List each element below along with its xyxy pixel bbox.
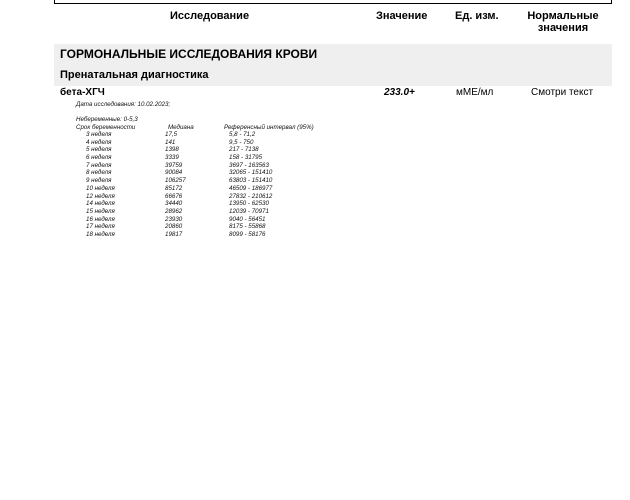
- week-cell: 15 неделя: [86, 207, 115, 215]
- range-cell: 27832 - 210612: [229, 192, 273, 200]
- median-cell: 1398: [165, 146, 179, 154]
- col-median-header: Медиана: [168, 124, 194, 131]
- header-value: Значение: [376, 10, 428, 22]
- range-cell: 8099 - 58176: [229, 230, 266, 238]
- range-cell: 5,8 - 71,2: [229, 131, 256, 138]
- result-norm: Смотри текст: [531, 87, 594, 98]
- table-row: [0, 131, 630, 139]
- section-hormonal-tests: ГОРМОНАЛЬНЫЕ ИССЛЕДОВАНИЯ КРОВИ: [54, 44, 612, 68]
- previous-section-box: [54, 0, 612, 4]
- median-cell: 34440: [165, 200, 183, 208]
- week-cell: 6 неделя: [86, 154, 112, 162]
- result-name: бета-ХГЧ: [60, 87, 105, 98]
- week-cell: 5 неделя: [86, 146, 112, 154]
- median-cell: 85172: [165, 184, 183, 192]
- table-row: [0, 231, 630, 239]
- header-unit: Ед. изм.: [455, 10, 499, 22]
- median-cell: 3339: [165, 154, 179, 162]
- median-cell: 28962: [165, 207, 183, 215]
- result-unit: мМЕ/мл: [456, 87, 494, 98]
- median-cell: 90084: [165, 169, 183, 177]
- range-cell: 9,5 - 750: [229, 138, 254, 146]
- week-cell: 7 неделя: [86, 161, 112, 169]
- week-cell: 14 неделя: [86, 200, 115, 208]
- header-norm: Нормальные значения: [527, 10, 599, 34]
- week-cell: 9 неделя: [86, 177, 112, 185]
- week-cell: 18 неделя: [86, 230, 115, 238]
- range-cell: 13950 - 62530: [229, 200, 269, 208]
- range-cell: 3697 - 163563: [229, 161, 269, 169]
- table-row: [0, 200, 630, 208]
- range-cell: 46509 - 186977: [229, 184, 273, 192]
- table-row: [0, 208, 630, 216]
- table-row: [0, 139, 630, 147]
- reference-table: [0, 131, 630, 239]
- section-prenatal-diagnostics: Пренатальная диагностика: [54, 68, 612, 86]
- table-row: [0, 185, 630, 193]
- table-row: [0, 162, 630, 170]
- table-row: [0, 223, 630, 231]
- range-cell: 63803 - 151410: [229, 177, 273, 185]
- median-cell: 20860: [165, 223, 183, 231]
- median-cell: 23930: [165, 215, 183, 223]
- week-cell: 12 неделя: [86, 192, 115, 200]
- week-cell: 8 неделя: [86, 169, 112, 177]
- table-row: [0, 154, 630, 162]
- median-cell: 17,5: [165, 131, 178, 138]
- nonpregnant-range: Небеременные: 0-5,3: [76, 116, 138, 123]
- median-cell: 141: [165, 138, 176, 146]
- col-week-header: Срок беременности: [76, 124, 136, 131]
- range-cell: 8175 - 55868: [229, 223, 266, 231]
- table-row: [0, 193, 630, 201]
- table-row: [0, 146, 630, 154]
- week-cell: 4 неделя: [86, 138, 112, 146]
- range-cell: 217 - 7138: [229, 146, 259, 154]
- study-date: Дата исследования: 10.02.2023;: [76, 101, 171, 108]
- range-cell: 32065 - 151410: [229, 169, 273, 177]
- median-cell: 106257: [165, 177, 186, 185]
- table-row: [0, 216, 630, 224]
- median-cell: 39759: [165, 161, 183, 169]
- range-cell: 158 - 31795: [229, 154, 263, 162]
- week-cell: 17 неделя: [86, 223, 115, 231]
- week-cell: 16 неделя: [86, 215, 115, 223]
- range-cell: 12039 - 70971: [229, 207, 269, 215]
- col-range-header: Референсный интервал (95%): [224, 124, 314, 131]
- range-cell: 9040 - 56451: [229, 215, 266, 223]
- week-cell: 10 неделя: [86, 184, 115, 192]
- median-cell: 66676: [165, 192, 183, 200]
- result-value: 233.0+: [384, 87, 415, 98]
- table-row: [0, 177, 630, 185]
- table-row: [0, 169, 630, 177]
- median-cell: 19817: [165, 230, 183, 238]
- week-cell: 3 неделя: [86, 131, 112, 138]
